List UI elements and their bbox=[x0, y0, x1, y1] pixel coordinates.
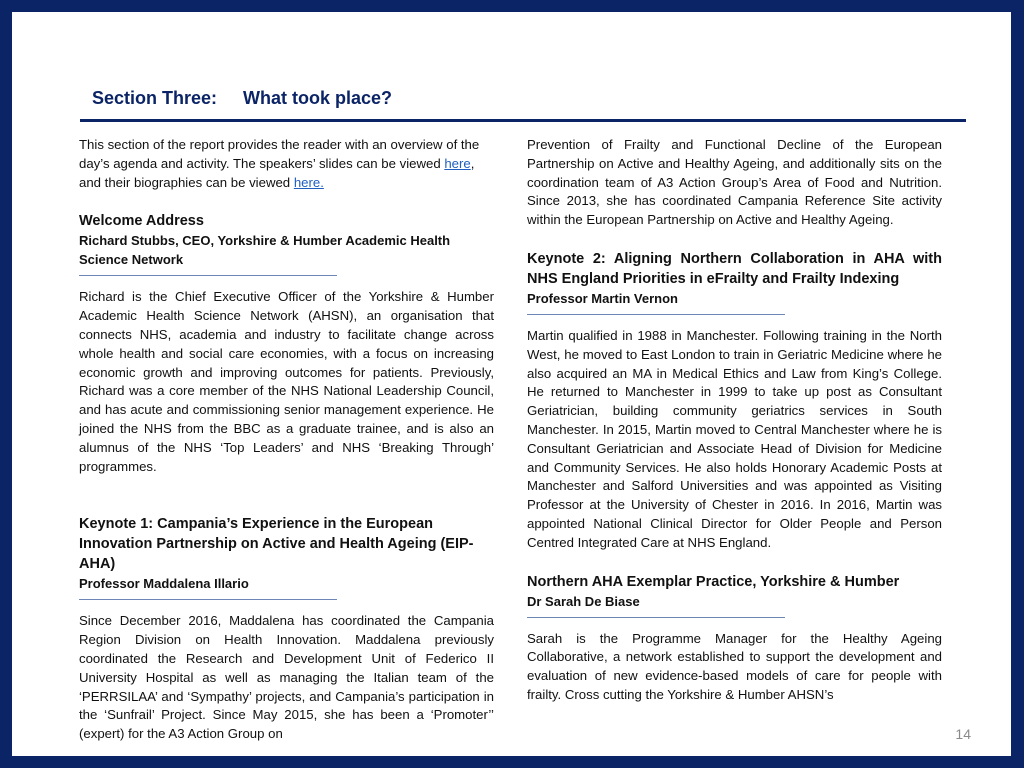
divider bbox=[79, 599, 337, 600]
exemplar-speaker: Dr Sarah De Biase bbox=[527, 593, 640, 609]
spacer bbox=[79, 192, 494, 211]
keynote2-body: Martin qualified in 1988 in Manchester. Following training in the North West, he moved to East London to train in Geriatric Medicine where he also acquired an MA in Medical Ethics and Law from King’s College. He returned to Manchester in 1999 to take up post as Consultant Geriatrician, building community geriatrics services in South Manchester. In 2015, Martin moved to Central Manchester where he is Consultant Geriatrician and Associate Head of Division for Medicine and Community Services. He also holds Honorary Academic Posts at Manchester and Salford Universities and was appointed as Visiting Professor at the University of Chester in 2016. In 2016, Martin was appointed National Clinical Director for Older People and Person Centred Integrated Care at NHS England. bbox=[527, 327, 942, 550]
right-column bbox=[527, 136, 942, 705]
intro-text-2: , and their biographies can be viewed bbox=[79, 155, 475, 190]
divider bbox=[79, 275, 337, 276]
slides-link[interactable]: here bbox=[444, 155, 471, 171]
section-title: What took place? bbox=[243, 88, 393, 108]
divider bbox=[527, 617, 785, 618]
spacer bbox=[527, 230, 942, 249]
keynote1-speaker: Professor Maddalena Illario bbox=[79, 576, 249, 592]
exemplar-heading: Northern AHA Exemplar Practice, Yorkshire & Humber bbox=[527, 573, 900, 590]
report-page bbox=[12, 12, 1011, 756]
section-label: Section Three: bbox=[92, 88, 218, 108]
intro-paragraph bbox=[79, 136, 494, 192]
welcome-speaker: Richard Stubbs, CEO, Yorkshire & Humber Academic Health Science Network bbox=[79, 233, 451, 268]
exemplar-body: Sarah is the Programme Manager for the Healthy Ageing Collaborative, a network established to support the development and evaluation of new evidence-based models of care for people with frailty. Cross cutting the Yorkshire & Humber AHSN’s bbox=[527, 630, 942, 702]
keynote2-heading: Keynote 2: Aligning Northern Collaboration in AHA with NHS England Priorities in eFrailty and Frailty Indexing bbox=[527, 250, 942, 287]
spacer bbox=[79, 476, 494, 514]
welcome-heading: Welcome Address bbox=[79, 213, 204, 230]
welcome-body: Richard is the Chief Executive Officer of the Yorkshire & Humber Academic Health Science Network (AHSN), an organisation that connects NHS, academia and industry to facilitate change across whole health and social care economies, with a focus on increasing economic growth and improving outcomes for patients. Previously, Richard was a core member of the NHS National Leadership Council, and has acute and commissioning senior management experience. He joined the NHS from the BBC as a graduate trainee, and is also an alumnus of the NHS ‘Top Leaders’ and NHS ‘Breaking Through’ programmes. bbox=[79, 289, 494, 474]
keynote1-body: Since December 2016, Maddalena has coordinated the Campania Region Division on Health Innovation. Maddalena previously coordinated the Research and Development Unit of Federico II University Hospital as well as managing the Italian team of the ‘PERRSILAA’ and ‘Sympathy’ projects, and Campania’s participation in the ‘Sunfrail’ Project. Since May 2015, she has been a ‘Promoter’’ (expert) for the A3 Action Group on bbox=[79, 613, 494, 742]
keynote1-heading: Keynote 1: Campania’s Experience in the European Innovation Partnership on Active and Health Ageing (EIP-AHA) bbox=[79, 516, 474, 573]
divider bbox=[527, 314, 785, 315]
page-title bbox=[92, 88, 392, 109]
left-column bbox=[79, 136, 494, 744]
spacer bbox=[527, 553, 942, 572]
section-header bbox=[80, 76, 966, 122]
intro-text: This section of the report provides the reader with an overview of the day’s agenda and activity. The speakers’ slides can be viewed bbox=[79, 137, 480, 171]
page-number: 14 bbox=[955, 726, 971, 742]
keynote2-speaker: Professor Martin Vernon bbox=[527, 290, 678, 306]
biographies-link[interactable]: here. bbox=[293, 174, 324, 190]
keynote1-continued-body: Prevention of Frailty and Functional Decline of the European Partnership on Active and Healthy Ageing, and additionally sits on the coordination team of A3 Action Group’s Area of Food and Nutrition. Since 2013, she has coordinated Campania Reference Site activity within the European Partnership on Active and Healthy Ageing. bbox=[527, 137, 942, 228]
